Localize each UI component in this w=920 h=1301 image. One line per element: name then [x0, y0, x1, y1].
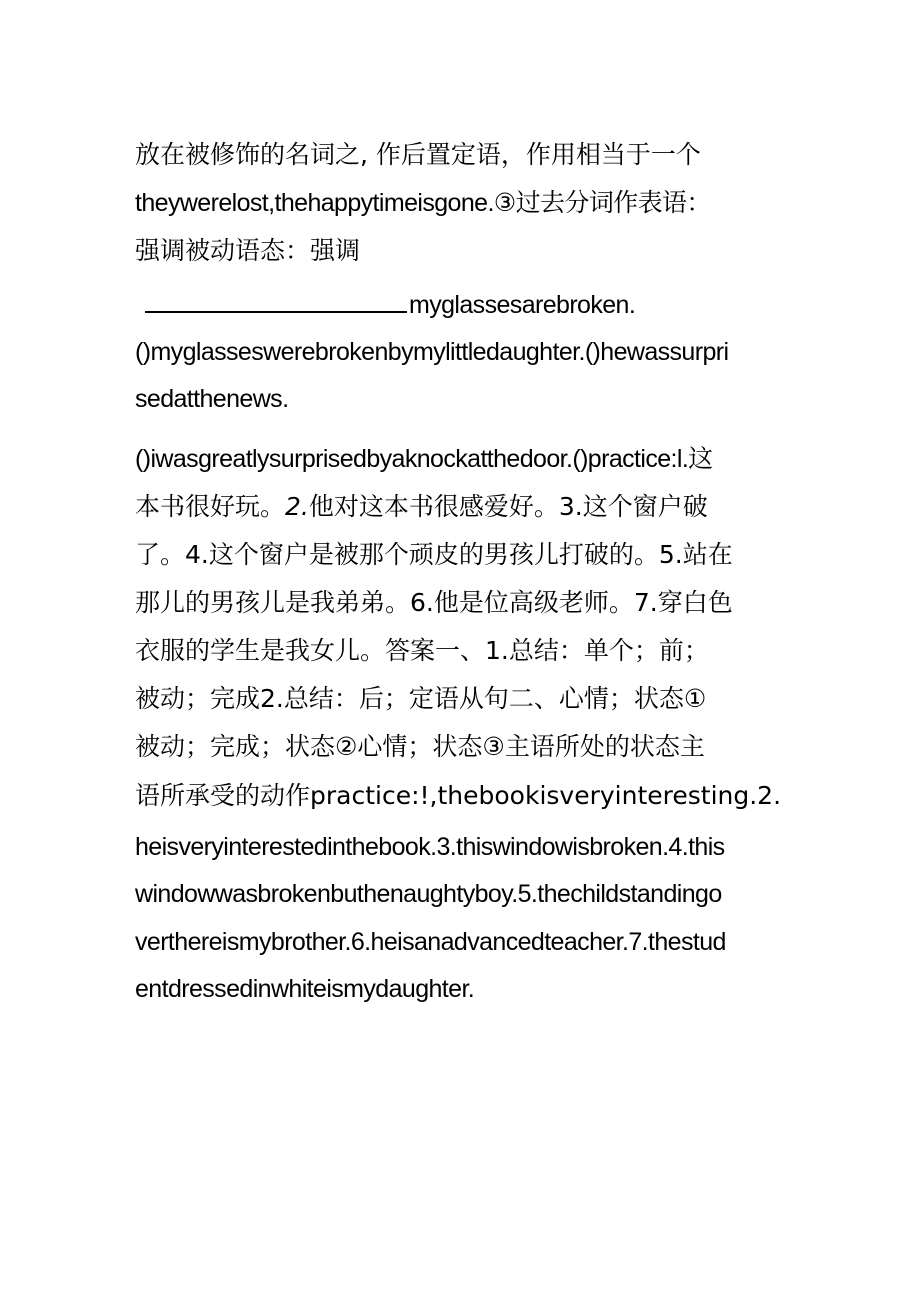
text-line-5: ()myglasseswerebrokenbymylittledaughter.()hewassurpri — [135, 338, 729, 366]
text-line-8-part-1: 本书很好玩。 — [135, 492, 286, 521]
text-line-14: 语所承受的动作practice:!,thebookisveryinteresting.2. — [135, 781, 782, 810]
text-line-11: 衣服的学生是我女儿。答案一、1.总结：单个；前； — [135, 636, 709, 665]
text-line-6: sedatthenews. — [135, 385, 289, 413]
fill-in-blank — [145, 289, 407, 313]
text-line-10: 那儿的男孩儿是我弟弟。6.他是位高级老师。7.穿白色 — [135, 588, 733, 617]
text-line-8 — [135, 492, 708, 522]
text-line-3: 强调被动语态：强调 — [135, 236, 361, 265]
text-line-16: windowwasbrokenbuthenaughtyboy.5.thechildstandingo — [135, 880, 722, 908]
text-line-1: 放在被修饰的名词之, 作后置定语，作用相当于一个 — [135, 140, 701, 169]
text-line-17: verthereismybrother.6.heisanadvancedteacher.7.thestud — [135, 928, 726, 956]
text-line-9: 了。4.这个窗户是被那个顽皮的男孩儿打破的。5.站在 — [135, 540, 733, 569]
text-line-7: ()iwasgreatlysurprisedbyaknockatthedoor.()practice:l.这 — [135, 445, 713, 473]
text-line-2: theywerelost,thehappytimeisgone.③过去分词作表语： — [135, 189, 711, 217]
text-line-18: entdressedinwhiteismydaughter. — [135, 975, 475, 1003]
text-line-4 — [135, 289, 635, 320]
text-line-4-content: myglassesarebroken. — [409, 291, 636, 319]
text-line-12: 被动；完成2.总结：后；定语从句二、心情；状态① — [135, 684, 707, 713]
text-line-8-part-2: 他对这本书很感爱好。3.这个窗户破 — [308, 492, 708, 521]
text-line-13: 被动；完成；状态②心情；状态③主语所处的状态主 — [135, 732, 705, 761]
text-line-8-number: 2. — [285, 492, 309, 521]
text-line-15: heisveryinterestedinthebook.3.thiswindowisbroken.4.this — [135, 833, 725, 861]
